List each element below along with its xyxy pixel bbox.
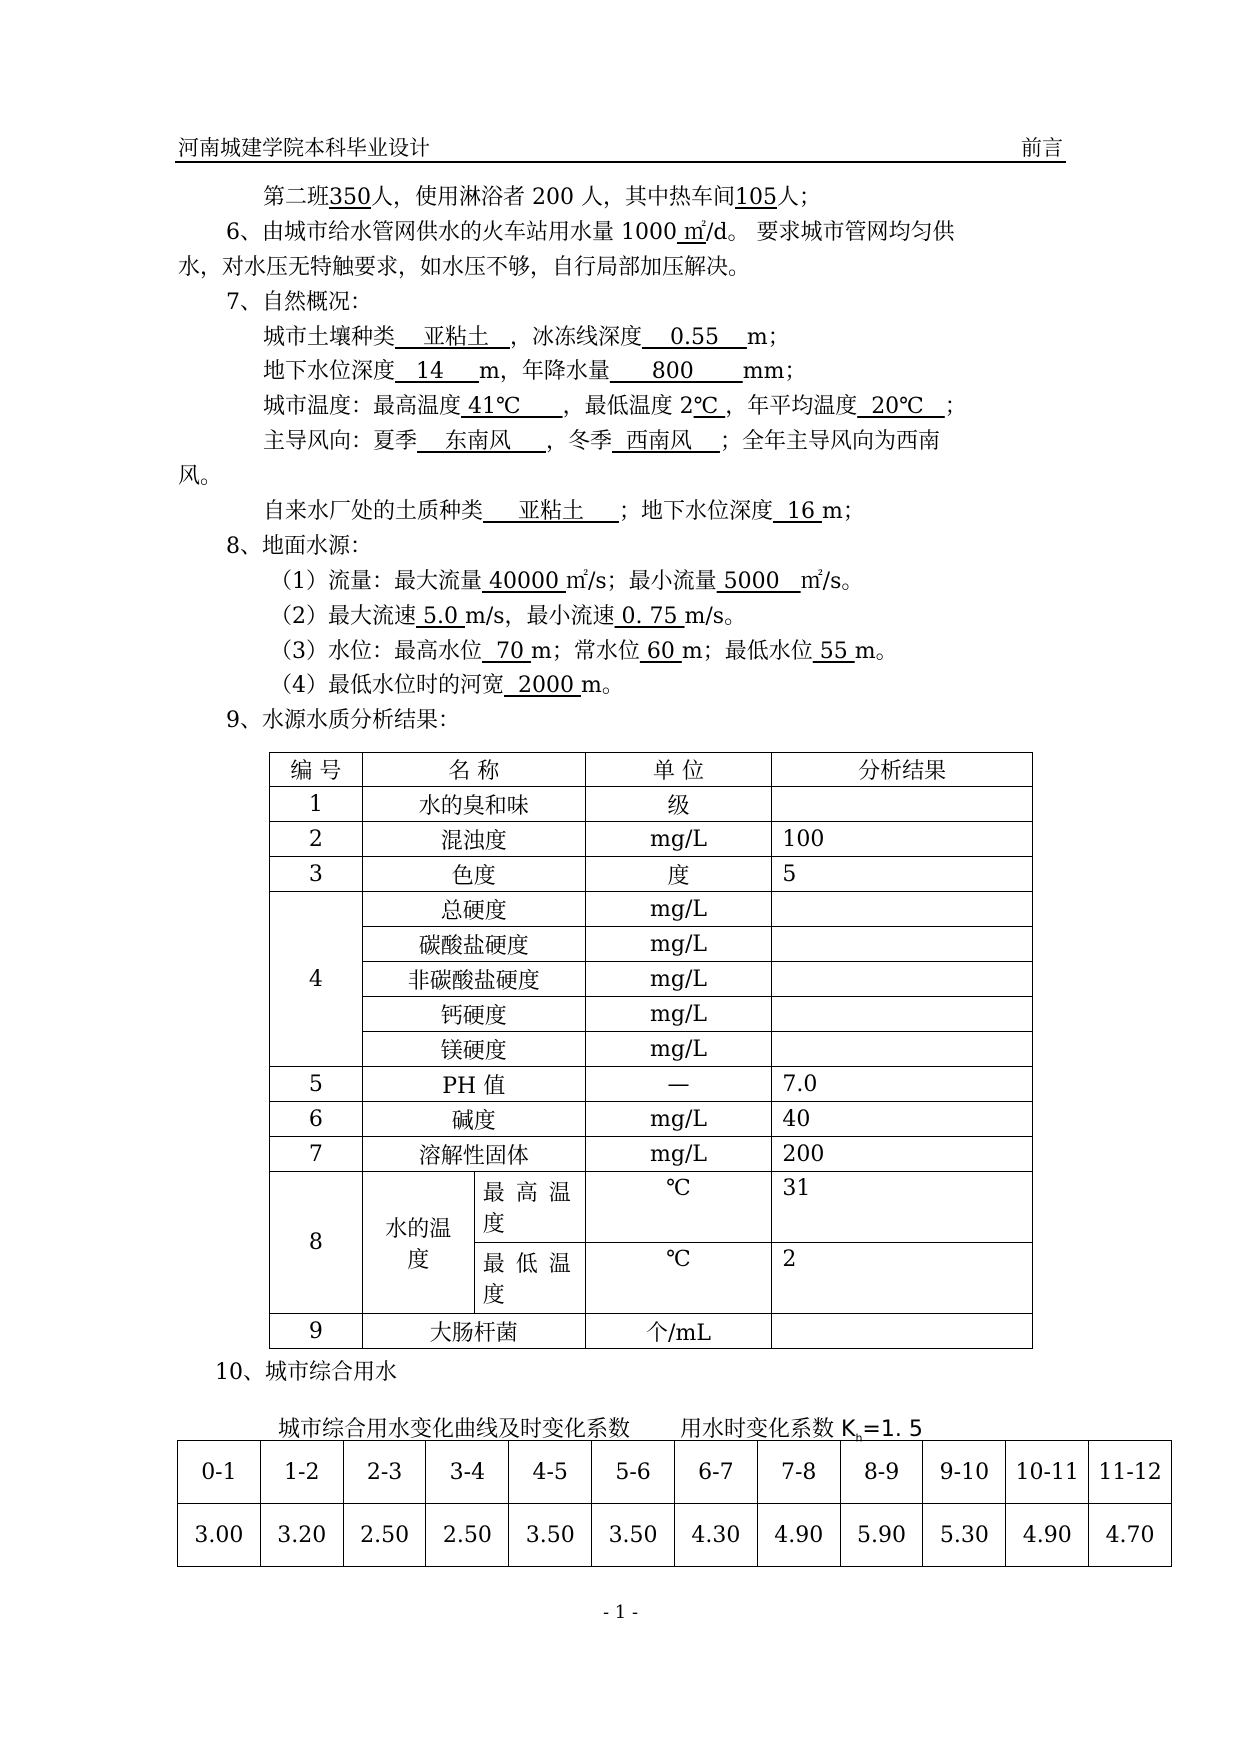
row-unit: mg/L [585, 962, 772, 997]
row-unit: mg/L [585, 927, 772, 962]
header-rule [175, 161, 1066, 163]
text-soil-type: 城市土壤种类 亚粘土 ，冰冻线深度 0.55 m； [263, 325, 790, 350]
text-water-level: （3）水位：最高水位 70 m；常水位 60 m；最低水位 55 m。 [270, 639, 898, 664]
row-unit: 个/mL [585, 1314, 772, 1349]
row-name: PH 值 [362, 1067, 585, 1102]
value-cell: 3.50 [509, 1504, 592, 1567]
text-velocity: （2）最大流速 5.0 m/s，最小流速 0. 75 m/s。 [270, 604, 747, 629]
row-unit: mg/L [585, 1137, 772, 1172]
row-unit: mg/L [585, 1032, 772, 1067]
hour-cell: 3-4 [426, 1441, 509, 1504]
table-row [270, 1067, 1033, 1102]
row-name: 总硬度 [362, 892, 585, 927]
header-result: 分析结果 [772, 753, 1033, 787]
row-unit: mg/L [585, 997, 772, 1032]
row-result [772, 997, 1033, 1032]
value-cell: 3.50 [592, 1504, 675, 1567]
text-wind: 主导风向：夏季 东南风 ，冬季 西南风 ；全年主导风向为西南 [263, 429, 940, 454]
table-header-row [270, 753, 1033, 787]
value-cell: 4.90 [1006, 1504, 1089, 1567]
hourly-table-title: 城市综合用水变化曲线及时变化系数 用水时变化系数 $K_h=1$. 5 [278, 1417, 923, 1445]
row-number: 5 [270, 1067, 363, 1102]
row-result [772, 927, 1033, 962]
row-result [772, 1314, 1033, 1349]
table-row [270, 822, 1033, 857]
row-number: 4 [270, 892, 363, 1067]
row-number: 3 [270, 857, 363, 892]
page-number: - 1 - [602, 1602, 639, 1623]
text-plant-soil: 自来水厂处的土质种类 亚粘土 ；地下水位深度 16 m； [263, 499, 865, 524]
row-unit: mg/L [585, 892, 772, 927]
hour-cell: 6-7 [674, 1441, 757, 1504]
value-cell: 2.50 [426, 1504, 509, 1567]
row-name: 水的臭和味 [362, 787, 585, 822]
row-unit: 级 [585, 787, 772, 822]
header-name: 名 称 [362, 753, 585, 787]
section-10-heading: 10、城市综合用水 [215, 1360, 397, 1385]
running-header-title: 河南城建学院本科毕业设计 [178, 136, 430, 160]
value-cell: 4.90 [757, 1504, 840, 1567]
header-unit: 单 位 [585, 753, 772, 787]
header-number: 编 号 [270, 753, 363, 787]
row-number: 6 [270, 1102, 363, 1137]
row-number: 2 [270, 822, 363, 857]
row-result [772, 962, 1033, 997]
text-line-2: 6、由城市给水管网供水的火车站用水量 1000 ㎡/d。 要求城市管网均匀供 [226, 220, 955, 245]
value-cell: 5.30 [923, 1504, 1006, 1567]
hour-cell: 8-9 [840, 1441, 923, 1504]
row-group-name: 水的温度 [362, 1172, 474, 1314]
value-cell: 3.20 [260, 1504, 343, 1567]
text-line-1: 第二班350人，使用淋浴者 200 人，其中热车间105人； [263, 185, 822, 210]
row-result: 200 [772, 1137, 1033, 1172]
value-cell: 4.70 [1089, 1504, 1172, 1567]
table-row [270, 892, 1033, 927]
table-row [270, 1172, 1033, 1243]
row-unit: 度 [585, 857, 772, 892]
row-number: 8 [270, 1172, 363, 1314]
row-result [772, 1032, 1033, 1067]
text-wind-cont: 风。 [178, 464, 223, 489]
row-result: 100 [772, 822, 1033, 857]
hour-cell: 5-6 [592, 1441, 675, 1504]
section-8-heading: 8、地面水源： [226, 534, 372, 559]
hourly-coefficient-table [177, 1440, 1172, 1567]
running-header-section: 前言 [1021, 136, 1063, 160]
row-unit: — [585, 1067, 772, 1102]
row-unit: ℃ [585, 1243, 772, 1314]
hour-cell: 10-11 [1006, 1441, 1089, 1504]
row-subname: 最 高 温度 [474, 1172, 585, 1243]
row-unit: ℃ [585, 1172, 772, 1243]
row-name: 色度 [362, 857, 585, 892]
row-result: 2 [772, 1243, 1033, 1314]
row-name: 碳酸盐硬度 [362, 927, 585, 962]
row-name: 溶解性固体 [362, 1137, 585, 1172]
row-result [772, 787, 1033, 822]
text-flow: （1）流量：最大流量 40000 ㎡/s；最小流量 5000 ㎡/s。 [270, 569, 864, 594]
table-row [270, 857, 1033, 892]
section-7-heading: 7、自然概况： [226, 290, 372, 315]
row-name: 钙硬度 [362, 997, 585, 1032]
row-name: 碱度 [362, 1102, 585, 1137]
table-row [270, 962, 1033, 997]
row-subname: 最 低 温度 [474, 1243, 585, 1314]
row-unit: mg/L [585, 1102, 772, 1137]
table-row [270, 1032, 1033, 1067]
value-cell: 4.30 [674, 1504, 757, 1567]
table-row [270, 787, 1033, 822]
water-quality-table [269, 752, 1033, 1349]
row-name: 镁硬度 [362, 1032, 585, 1067]
hour-cell: 0-1 [178, 1441, 261, 1504]
row-result [772, 892, 1033, 927]
hour-cell: 11-12 [1089, 1441, 1172, 1504]
row-number: 9 [270, 1314, 363, 1349]
row-number: 7 [270, 1137, 363, 1172]
hour-range-row [178, 1441, 1172, 1504]
hour-cell: 2-3 [343, 1441, 426, 1504]
text-river-width: （4）最低水位时的河宽 2000 m。 [270, 673, 624, 698]
row-name: 非碳酸盐硬度 [362, 962, 585, 997]
percentage-row [178, 1504, 1172, 1567]
hour-cell: 4-5 [509, 1441, 592, 1504]
row-result: 7.0 [772, 1067, 1033, 1102]
text-line-3: 水，对水压无特触要求，如水压不够，自行局部加压解决。 [178, 255, 751, 280]
value-cell: 5.90 [840, 1504, 923, 1567]
table-row [270, 1102, 1033, 1137]
text-temperature: 城市温度：最高温度 41℃ ，最低温度 2℃ ，年平均温度 20℃ ； [263, 394, 967, 419]
row-name: 大肠杆菌 [362, 1314, 585, 1349]
row-name: 混浊度 [362, 822, 585, 857]
table-row [270, 997, 1033, 1032]
section-9-heading: 9、水源水质分析结果： [226, 708, 460, 733]
hour-cell: 1-2 [260, 1441, 343, 1504]
table-row [270, 1137, 1033, 1172]
row-result: 5 [772, 857, 1033, 892]
hour-cell: 9-10 [923, 1441, 1006, 1504]
hour-cell: 7-8 [757, 1441, 840, 1504]
table-row [270, 927, 1033, 962]
row-result: 31 [772, 1172, 1033, 1243]
table-row [270, 1314, 1033, 1349]
row-unit: mg/L [585, 822, 772, 857]
value-cell: 2.50 [343, 1504, 426, 1567]
row-number: 1 [270, 787, 363, 822]
value-cell: 3.00 [178, 1504, 261, 1567]
text-groundwater: 地下水位深度 14 m，年降水量 800 mm； [263, 359, 807, 384]
row-result: 40 [772, 1102, 1033, 1137]
